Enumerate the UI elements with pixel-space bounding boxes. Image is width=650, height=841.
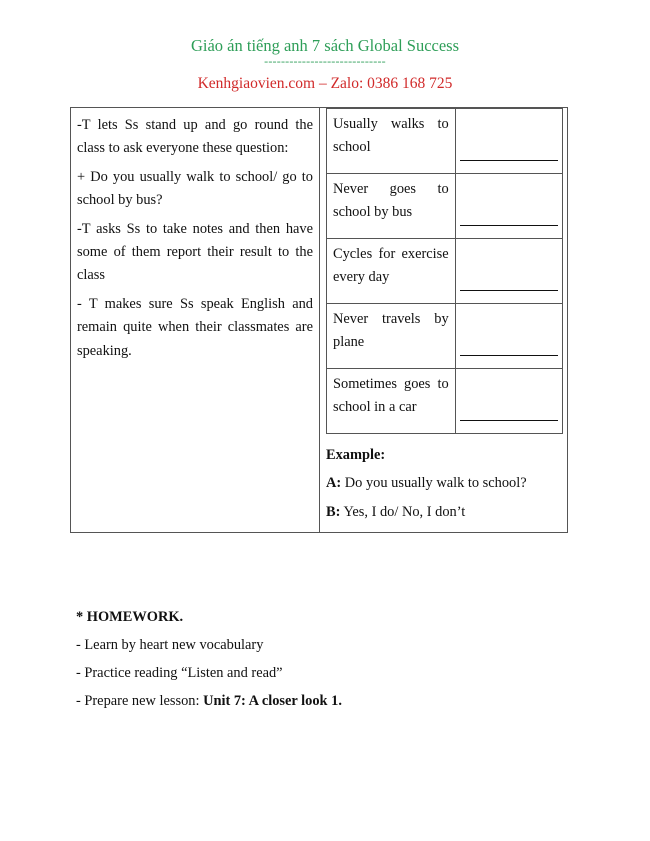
next-lesson-title: Unit 7: A closer look 1. [203, 693, 342, 709]
survey-table [326, 108, 563, 434]
procedure-step: - T makes sure Ss speak English and remain quite when their classmates are speaking. [77, 295, 313, 359]
document-title: Giáo án tiếng anh 7 sách Global Success [190, 36, 460, 55]
example-block [326, 444, 562, 529]
activity-cell: Sometimes goes to school in a car [327, 369, 456, 434]
table-row [327, 109, 563, 174]
page-header [0, 36, 650, 94]
prepare-prefix: - Prepare new lesson: [76, 693, 204, 709]
homework-item: - Practice reading “Listen and read” [76, 665, 283, 681]
table-row [327, 369, 563, 434]
example-heading: Example: [326, 447, 386, 463]
answer-cell [455, 239, 562, 304]
answer-cell [455, 174, 562, 239]
contact-line: Kenhgiaovien.com – Zalo: 0386 168 725 [197, 75, 453, 92]
answer-cell [455, 304, 562, 369]
lesson-table [70, 107, 568, 533]
answer-blank [460, 225, 558, 226]
speaker-b-text: Yes, I do/ No, I don’t [340, 503, 466, 520]
example-line-a [326, 472, 562, 495]
homework-section [76, 607, 576, 719]
procedure-step: + Do you usually walk to school/ go to school by bus? [77, 168, 313, 209]
activity-cell: Never travels by plane [327, 304, 456, 369]
homework-heading: * HOMEWORK. [76, 609, 184, 625]
answer-cell [455, 109, 562, 174]
procedure-step: -T lets Ss stand up and go round the class to ask everyone these question: [77, 117, 313, 157]
activity-cell: Usually walks to school [327, 109, 456, 174]
speaker-a-text: Do you usually walk to school? [341, 475, 527, 492]
procedure-column [77, 114, 313, 368]
activity-cell: Cycles for exercise every day [327, 239, 456, 304]
homework-item: - Learn by heart new vocabulary [76, 637, 264, 653]
speaker-a-label: A: [326, 475, 342, 492]
answer-blank [460, 160, 558, 161]
answer-blank [460, 290, 558, 291]
table-row [327, 174, 563, 239]
example-line-b [326, 501, 562, 524]
column-divider [319, 108, 320, 532]
table-row [327, 304, 563, 369]
answer-blank [460, 420, 558, 421]
speaker-b-label: B: [326, 503, 341, 520]
answer-cell [455, 369, 562, 434]
title-divider: ----------------------------- [264, 54, 386, 68]
table-row [327, 239, 563, 304]
homework-item [76, 691, 576, 712]
procedure-step: -T asks Ss to take notes and then have some of them report their result to the class [77, 220, 313, 284]
answer-blank [460, 355, 558, 356]
activity-cell: Never goes to school by bus [327, 174, 456, 239]
